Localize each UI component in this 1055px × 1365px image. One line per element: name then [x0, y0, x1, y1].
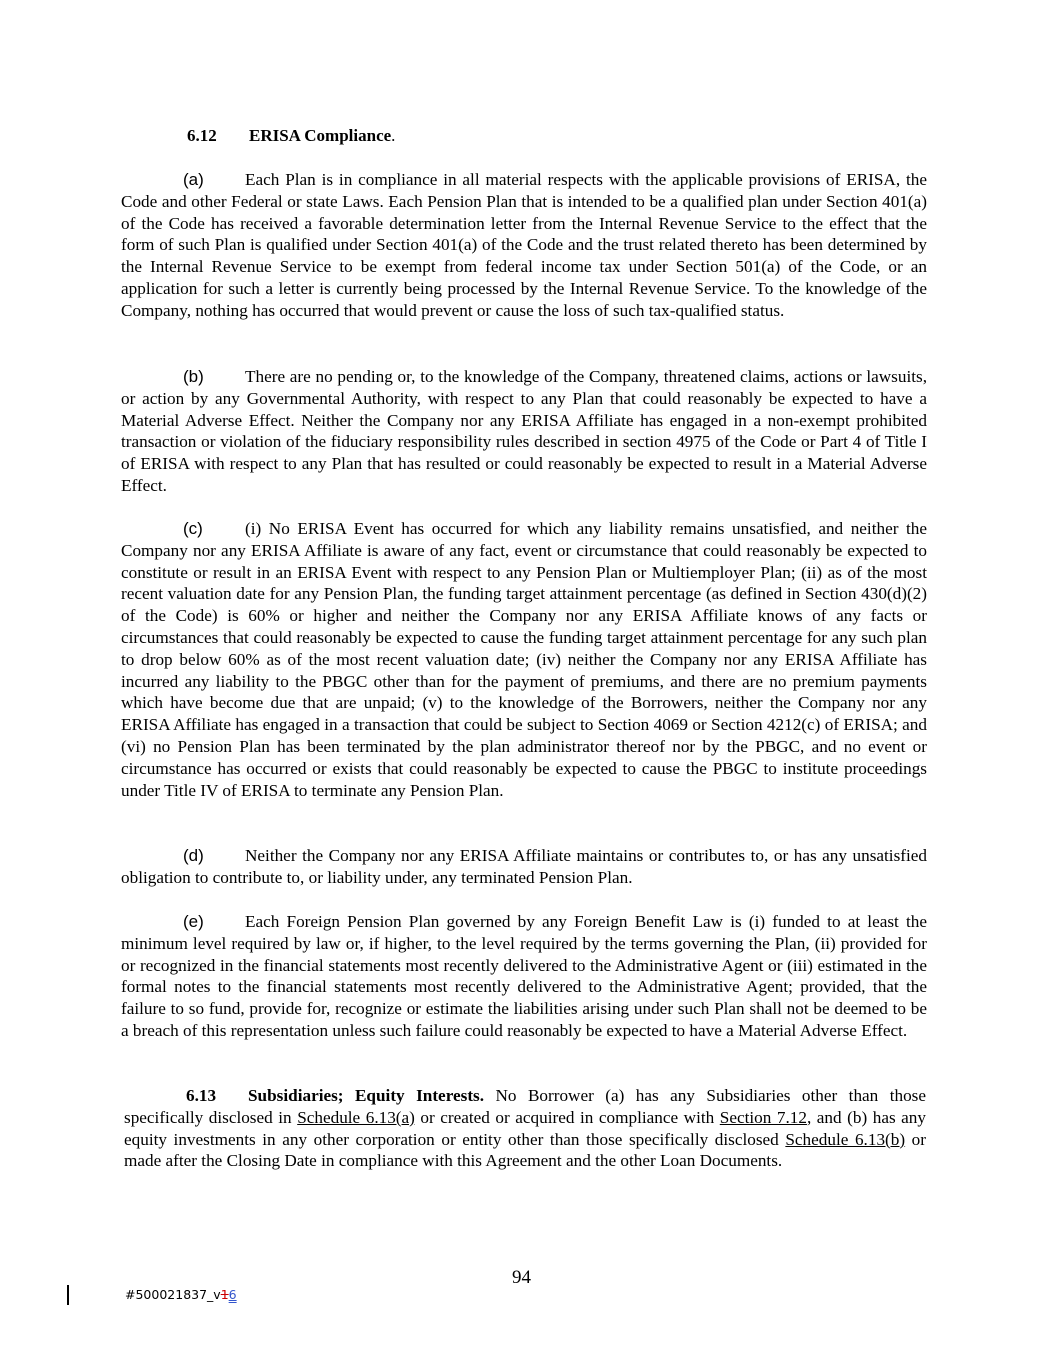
paragraph-text: Each Plan is in compliance in all material respects with the applicable provisions of ERISA, the Code and other Federal or state Laws. Each Pension Plan that is intended to be a qualified plan under Section 401(a) of the Code has received a favorable determination letter from the Internal Revenue Service to the effect that the form of such Plan is qualified under Section 401(a) of the Code and the trust related thereto has been determined by the Internal Revenue Service to be exempt from federal income tax under Section 501(a) of the Code, or an application for such a letter is currently being processed by the Internal Revenue Service. To the knowledge of the Company, nothing has occurred that would prevent or cause the loss of such tax-qualified status.	[121, 170, 927, 320]
paragraph-b	[121, 366, 927, 497]
paragraph-label: (d)	[183, 846, 204, 865]
revision-change-bar	[67, 1285, 69, 1305]
paragraph-d	[121, 845, 927, 889]
section-7-12-ref: Section 7.12	[719, 1107, 807, 1127]
section-6-12-heading: 6.12 ERISA Compliance.	[187, 126, 396, 145]
paragraph-a	[121, 169, 927, 322]
schedule-6-13a-ref: Schedule 6.13(a)	[297, 1107, 415, 1127]
section-number: 6.12	[187, 126, 217, 145]
paragraph-label: (c)	[183, 519, 203, 538]
page-number: 94	[512, 1267, 531, 1288]
paragraph-c	[121, 518, 927, 801]
document-id: #500021837_v16	[125, 1287, 237, 1302]
paragraph-text: (i) No ERISA Event has occurred for which any liability remains unsatisfied, and neither the Company nor any ERISA Affiliate is aware of any fact, event or circumstance that could reasonably be expected to constitute or result in an ERISA Event with respect to any Pension Plan or Multiemployer Plan; (ii) as of the most recent valuation date for any Pension Plan, the funding target attainment percentage (as defined in Section 430(d)(2) of the Code) is 60% or higher and neither the Company nor any ERISA Affiliate knows of any facts or circumstances that could reasonably be expected to cause the funding target attainment percentage for any such plan to drop below 60% as of the most recent valuation date; (iv) neither the Company nor any ERISA Affiliate has incurred any liability to the PBGC other than for the payment of premiums, and there are no premium payments which have become due that are unpaid; (v) to the knowledge of the Borrowers, neither the Company nor any ERISA Affiliate has engaged in a transaction that could be subject to Section 4069 or Section 4212(c) of ERISA; and (vi) no Pension Plan has been terminated by the plan administrator thereof nor by the PBGC, and no event or circumstance has occurred or exists that could reasonably be expected to cause the PBGC to institute proceedings under Title IV of ERISA to terminate any Pension Plan.	[121, 519, 927, 800]
paragraph-text: There are no pending or, to the knowledge of the Company, threatened claims, actions or lawsuits, or action by any Governmental Authority, with respect to any Plan that could reasonably be expected to have a Material Adverse Effect. Neither the Company nor any ERISA Affiliate has engaged in a non-exempt prohibited transaction or violation of the fiduciary responsibility rules described in section 4975 of the Code or Part 4 of Title I of ERISA with respect to any Plan that has resulted or could reasonably be expected to result in a Material Adverse Effect.	[121, 367, 927, 495]
paragraph-label: (e)	[183, 912, 204, 931]
paragraph-e	[121, 911, 927, 1042]
section-title: Subsidiaries; Equity Interests.	[248, 1086, 485, 1105]
section-number: 6.13	[186, 1086, 217, 1105]
paragraph-text: Each Foreign Pension Plan governed by any Foreign Benefit Law is (i) funded to at least the minimum level required by law or, if higher, to the level required by the terms governing the Plan, (ii) provided for or recognized in the financial statements most recently delivered to the Administrative Agent or (iii) estimated in the formal notes to the financial statements most recently delivered to the Administrative Agent; provided, that the failure to so fund, provide for, recognize or estimate the liabilities arising under such Plan shall not be deemed to be a breach of this representation unless such failure could reasonably be expected to have a Material Adverse Effect.	[121, 912, 927, 1040]
section-title: ERISA Compliance	[249, 126, 392, 145]
paragraph-label: (a)	[183, 170, 204, 189]
deleted-version: 1	[220, 1287, 229, 1302]
section-6-13-heading	[186, 1086, 484, 1105]
section-6-13: 6.13 Subsidiaries; Equity Interests. No Borrower (a) has any Subsidiaries other than those specifically disclosed in Schedule 6.13(a) or created or acquired in compliance with Section 7.12, and (b) has any equity investments in any other corporation or entity other than those specifically disclosed Schedule 6.13(b) or made after the Closing Date in compliance with this Agreement and the other Loan Documents.	[124, 1086, 926, 1171]
schedule-6-13b-ref: Schedule 6.13(b)	[785, 1129, 906, 1149]
inserted-version: 6	[228, 1287, 237, 1302]
paragraph-label: (b)	[183, 367, 204, 386]
paragraph-text: Neither the Company nor any ERISA Affiliate maintains or contributes to, or has any unsatisfied obligation to contribute to, or liability under, any terminated Pension Plan.	[121, 846, 927, 887]
